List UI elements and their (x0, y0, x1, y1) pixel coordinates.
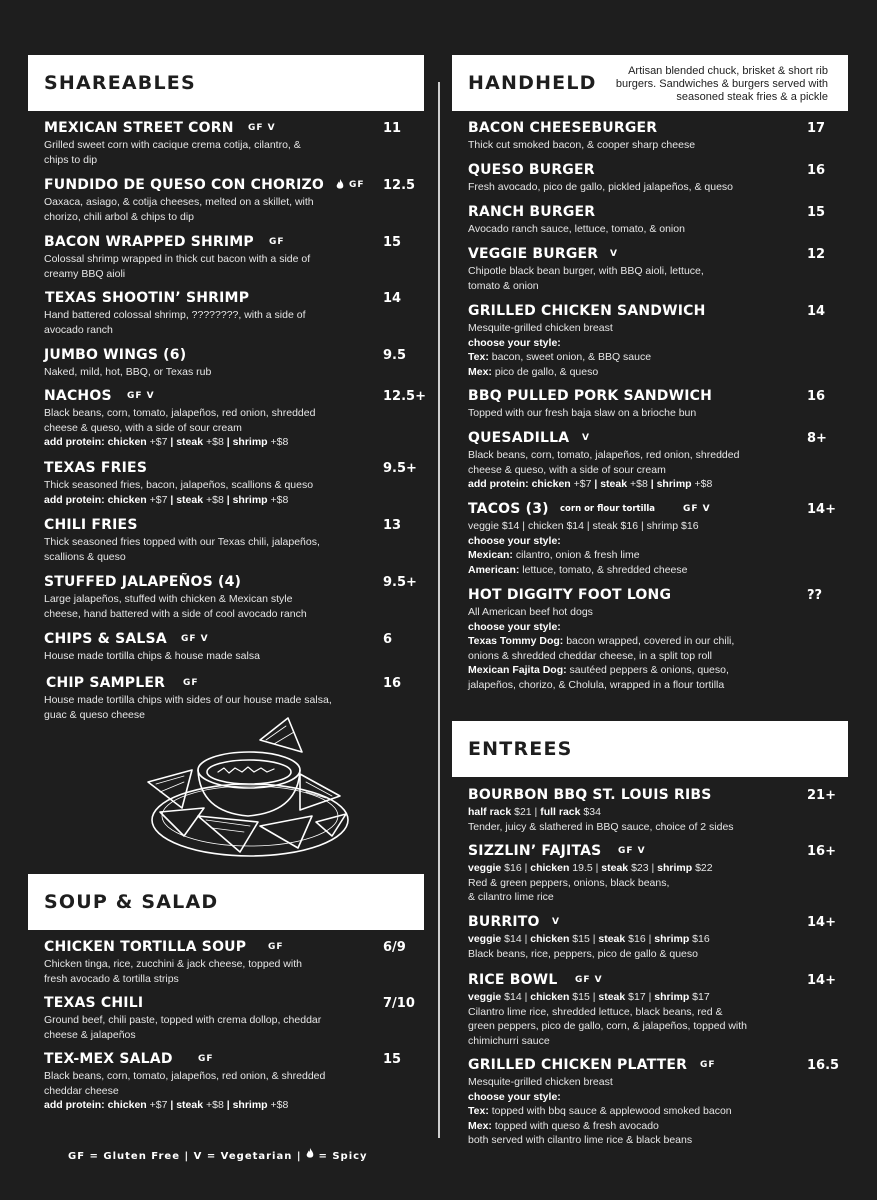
item-name: BBQ PULLED PORK SANDWICH (468, 388, 713, 404)
choose-style-label (468, 1090, 732, 1105)
description-line: Ground beef, chili paste, topped with crema dollop, cheddar (44, 1014, 322, 1026)
description-line: Black beans, corn, tomato, jalapeños, red onion, shredded (44, 407, 316, 419)
description-line: Thick cut smoked bacon, & cooper sharp cheese (468, 139, 696, 151)
item-price: 16 (383, 676, 402, 691)
dietary-tags: V (610, 249, 618, 259)
item-price: 14+ (807, 973, 836, 988)
style-label: choose your style: (468, 534, 561, 547)
separator: | (650, 478, 657, 490)
item-description (468, 861, 713, 905)
description-line: cheese & jalapeños (44, 1028, 136, 1041)
entrees-title: ENTREES (468, 738, 573, 760)
add-protein-label: add protein: (44, 493, 108, 506)
item-name: HOT DIGGITY FOOT LONG (468, 587, 672, 603)
column-divider (438, 82, 440, 1138)
option-name: veggie (468, 991, 502, 1003)
item-name: NACHOS (44, 388, 112, 404)
option-name: shrimp (654, 991, 690, 1003)
separator: | (594, 478, 601, 490)
item-price: 21+ (807, 788, 836, 803)
style-option: onions & shredded cheddar cheese, in a split top roll (468, 649, 712, 662)
item-description (468, 1075, 732, 1148)
item-price: 12 (807, 247, 826, 262)
flame-icon (306, 1148, 314, 1159)
option-name: steak (598, 991, 626, 1003)
item-price: 12.5+ (383, 389, 426, 404)
dietary-tags: V (582, 433, 590, 443)
item-price: 16.5 (807, 1058, 840, 1073)
item-name: STUFFED JALAPEÑOS (4) (44, 574, 242, 590)
price-options: veggie $14 | chicken $15 | steak $17 | shrimp $17 (468, 991, 710, 1003)
style-name: Texas Tommy Dog: (468, 635, 564, 647)
dietary-tags: GF V (683, 504, 711, 514)
item-price: 15 (383, 235, 402, 250)
dietary-tags: GF (268, 942, 284, 952)
protein-option: shrimp (656, 478, 692, 490)
protein-option: steak (176, 1099, 204, 1111)
description-line: scallions & queso (44, 550, 126, 563)
add-protein-label: add protein: (44, 436, 108, 448)
dietary-tags: GF (183, 678, 199, 688)
style-option: American: lettuce, tomato, & shredded cheese (468, 563, 688, 576)
description-line: Black beans, corn, tomato, jalapeños, red onion, shredded (468, 449, 740, 461)
item-description (468, 605, 734, 692)
item-price: 11 (383, 121, 402, 136)
protein-option: steak (176, 436, 204, 448)
description-line: veggie $14 | chicken $14 | steak $16 | shrimp $16 (468, 520, 699, 532)
style-name: Mexican: (468, 549, 513, 561)
item-description (44, 535, 320, 564)
dietary-tags: GF (198, 1054, 214, 1064)
item-price: 9.5+ (383, 461, 417, 476)
dietary-tags: GF V (181, 634, 209, 644)
description-line: Naked, mild, hot, BBQ, or Texas rub (44, 366, 212, 378)
add-protein-line: add protein: chicken +$7 | steak +$8 | shrimp +$8 (44, 1099, 289, 1111)
item-price: 16+ (807, 844, 836, 859)
description-line: Fresh avocado, pico de gallo, pickled jalapeños, & queso (468, 181, 734, 193)
item-name: QUESADILLA (468, 430, 570, 446)
description-line: guac & queso cheese (44, 708, 145, 721)
add-protein-label: add protein: (468, 478, 532, 490)
item-price: 15 (383, 1052, 402, 1067)
style-option: Tex: bacon, sweet onion, & BBQ sauce (468, 351, 652, 363)
style-option: Mex: topped with queso & fresh avocado (468, 1119, 659, 1132)
description-line: Red & green peppers, onions, black beans, (468, 876, 670, 889)
item-description (44, 1013, 321, 1042)
item-description (468, 264, 704, 293)
style-option: Texas Tommy Dog: bacon wrapped, covered in our chili, (468, 635, 735, 647)
option-name: half rack (468, 806, 512, 818)
item-description (44, 365, 211, 380)
separator: | (170, 436, 177, 448)
description-line: House made tortilla chips & house made salsa (44, 650, 260, 662)
protein-option: chicken (107, 493, 147, 506)
description-line: cheddar cheese (44, 1084, 119, 1097)
description-line: Large jalapeños, stuffed with chicken & Mexican style (44, 593, 293, 605)
item-name: TEXAS CHILI (44, 995, 144, 1011)
description-line: chorizo, chili arbol & chips to dip (44, 210, 194, 223)
option-name: chicken (530, 862, 570, 874)
item-name: TEX-MEX SALAD (44, 1051, 173, 1067)
dietary-tags: GF (700, 1060, 716, 1070)
item-price: 9.5+ (383, 575, 417, 590)
description-line: Cilantro lime rice, shredded lettuce, black beans, red & (468, 1005, 723, 1018)
description-line: Topped with our fresh baja slaw on a brioche bun (468, 407, 697, 419)
description-line: Mesquite-grilled chicken breast (468, 1076, 613, 1088)
flame-icon (336, 179, 344, 190)
item-name: BOURBON BBQ ST. LOUIS RIBS (468, 787, 712, 803)
dietary-tags: GF V (248, 123, 276, 133)
item-price: 13 (383, 518, 402, 533)
description-line: Mesquite-grilled chicken breast (468, 322, 613, 334)
item-price: 17 (807, 121, 826, 136)
item-name: CHIPS & SALSA (44, 631, 167, 647)
protein-option: steak (176, 493, 204, 506)
protein-option: chicken (531, 478, 571, 490)
style-option: Mexican Fajita Dog: sautéed peppers & onions, queso, (468, 664, 729, 676)
item-description (44, 138, 301, 167)
option-name: steak (601, 862, 629, 874)
choose-style-label (468, 534, 699, 549)
description-line: chimichurri sauce (468, 1034, 550, 1047)
description-line: tomato & onion (468, 279, 539, 292)
style-name: American: (468, 563, 520, 576)
item-description (468, 222, 685, 237)
dietary-tags: GF (349, 180, 365, 190)
add-protein-line: add protein: chicken +$7 | steak +$8 | shrimp +$8 (468, 478, 713, 490)
dietary-tags: V (552, 917, 560, 927)
chips-and-dip-illustration (140, 712, 355, 862)
style-name: Tex: (468, 1105, 489, 1117)
item-name: BURRITO (468, 914, 540, 930)
item-name: CHICKEN TORTILLA SOUP (44, 939, 247, 955)
item-description (468, 932, 710, 961)
item-price: 9.5 (383, 348, 407, 363)
item-description (44, 406, 315, 450)
style-option: jalapeños, chorizo, & Cholula, wrapped in a flour tortilla (468, 678, 725, 691)
item-price: 16 (807, 389, 826, 404)
description-line: cheese & queso, with a side of sour cream (44, 421, 242, 434)
description-line: Colossal shrimp wrapped in thick cut bacon with a side of (44, 253, 311, 265)
price-options: half rack $21 | full rack $34 (468, 806, 601, 818)
dietary-tags: GF V (618, 846, 646, 856)
item-name: TACOS (3) (468, 501, 549, 517)
item-name: GRILLED CHICKEN PLATTER (468, 1057, 688, 1073)
choose-style-label (468, 336, 651, 351)
item-description (44, 252, 310, 281)
option-name: veggie (468, 862, 502, 874)
separator: | (226, 1099, 233, 1111)
protein-option: chicken (107, 436, 147, 448)
item-description (468, 519, 699, 577)
item-price: 7/10 (383, 996, 415, 1011)
description-line: Oaxaca, asiago, & cotija cheeses, melted on a skillet, with (44, 196, 314, 208)
legend-text: GF = Gluten Free | V = Vegetarian | (68, 1151, 302, 1162)
protein-option: steak (600, 478, 628, 490)
item-price: 14 (807, 304, 826, 319)
dietary-tags: GF (269, 237, 285, 247)
description-line: cheese, hand battered with a side of cool avocado ranch (44, 607, 307, 620)
option-name: shrimp (657, 862, 693, 874)
item-description (468, 805, 734, 834)
add-protein-label: add protein: (44, 1099, 108, 1111)
item-name: CHILI FRIES (44, 517, 138, 533)
protein-option: shrimp (232, 1099, 268, 1111)
item-price: 16 (807, 163, 826, 178)
item-name: JUMBO WINGS (6) (44, 347, 187, 363)
item-price: 8+ (807, 431, 827, 446)
item-name: QUESO BURGER (468, 162, 595, 178)
item-price: 14+ (807, 915, 836, 930)
protein-option: shrimp (232, 436, 268, 448)
separator: | (226, 436, 233, 448)
item-price: 14+ (807, 502, 836, 517)
description-line: Thick seasoned fries topped with our Texas chili, jalapeños, (44, 536, 320, 548)
handheld-title: HANDHELD (468, 72, 597, 94)
option-name: veggie (468, 933, 502, 945)
style-label: choose your style: (468, 620, 561, 633)
protein-option: chicken (107, 1099, 147, 1111)
item-description (44, 308, 306, 337)
option-name: shrimp (654, 933, 690, 945)
item-name: CHIP SAMPLER (46, 675, 166, 691)
item-name: RANCH BURGER (468, 204, 596, 220)
legend (68, 1148, 368, 1162)
item-price: 14 (383, 291, 402, 306)
item-description (468, 321, 651, 379)
item-description (44, 649, 260, 664)
item-description (468, 990, 747, 1048)
item-name: MEXICAN STREET CORN (44, 120, 234, 136)
legend-spicy-text: = Spicy (318, 1151, 368, 1162)
item-description (44, 478, 313, 507)
description-line: Grilled sweet corn with cacique crema cotija, cilantro, & (44, 139, 301, 151)
description-line: & cilantro lime rice (468, 891, 554, 903)
item-name: FUNDIDO DE QUESO CON CHORIZO (44, 177, 324, 193)
description-line: Chicken tinga, rice, zucchini & jack cheese, topped with (44, 958, 302, 970)
item-price: ?? (807, 588, 823, 603)
style-name: Mexican Fajita Dog: (468, 664, 567, 676)
item-name: RICE BOWL (468, 972, 558, 988)
item-description (468, 138, 695, 153)
description-line: fresh avocado & tortilla strips (44, 972, 179, 985)
soup-salad-title: SOUP & SALAD (44, 891, 219, 913)
dietary-tags: GF V (575, 975, 603, 985)
description-line: Tender, juicy & slathered in BBQ sauce, choice of 2 sides (468, 820, 734, 833)
item-description (468, 448, 739, 492)
item-price: 15 (807, 205, 826, 220)
handheld-header (452, 55, 848, 111)
item-name: SIZZLIN’ FAJITAS (468, 843, 602, 859)
item-description (44, 592, 307, 621)
protein-option: shrimp (232, 493, 268, 506)
separator: | (226, 493, 233, 506)
style-label: choose your style: (468, 336, 561, 349)
item-name: TEXAS FRIES (44, 460, 148, 476)
shareables-header (28, 55, 424, 111)
item-name: TEXAS SHOOTIN’ SHRIMP (45, 290, 250, 306)
dietary-tags: GF V (127, 391, 155, 401)
item-subtitle: corn or flour tortilla (560, 504, 656, 514)
item-price: 6 (383, 632, 393, 647)
item-description (44, 957, 302, 986)
item-price: 6/9 (383, 940, 406, 955)
option-name: full rack (540, 806, 581, 818)
price-options: veggie $16 | chicken 19.5 | steak $23 | shrimp $22 (468, 862, 713, 874)
option-name: chicken (530, 933, 570, 945)
handheld-description: Artisan blended chuck, brisket & short rib burgers. Sandwiches & burgers served with seasoned steak fries & a pickle (615, 65, 828, 103)
description-line: green peppers, pico de gallo, corn, & jalapeños, topped with (468, 1020, 748, 1032)
style-name: Tex: (468, 351, 489, 363)
option-name: steak (598, 933, 626, 945)
description-line: cheese & queso, with a side of sour cream (468, 463, 666, 476)
item-name: BACON WRAPPED SHRIMP (44, 234, 254, 250)
shareables-title: SHAREABLES (44, 72, 196, 94)
style-name: Mex: (468, 1119, 492, 1132)
description-line: House made tortilla chips with sides of our house made salsa, (44, 694, 332, 706)
choose-style-label (468, 620, 734, 635)
description-line: Chipotle black bean burger, with BBQ aioli, lettuce, (468, 265, 704, 277)
description-line: Avocado ranch sauce, lettuce, tomato, & onion (468, 223, 685, 235)
add-protein-line: add protein: chicken +$7 | steak +$8 | shrimp +$8 (44, 436, 289, 448)
add-protein-line: add protein: chicken +$7 | steak +$8 | shrimp +$8 (44, 493, 289, 506)
style-label: choose your style: (468, 1090, 561, 1103)
price-options: veggie $14 | chicken $15 | steak $16 | shrimp $16 (468, 933, 710, 945)
item-description (44, 195, 314, 224)
style-option: Mexican: cilantro, onion & fresh lime (468, 549, 640, 561)
description-line: avocado ranch (44, 323, 113, 336)
description-line: Thick seasoned fries, bacon, jalapeños, scallions & queso (44, 479, 314, 491)
style-option: Tex: topped with bbq sauce & applewood smoked bacon (468, 1105, 732, 1117)
style-option: both served with cilantro lime rice & black beans (468, 1134, 693, 1146)
entrees-header (452, 721, 848, 777)
description-line: Black beans, rice, peppers, pico de gallo & queso (468, 947, 698, 960)
item-price: 12.5 (383, 178, 416, 193)
description-line: All American beef hot dogs (468, 606, 593, 618)
style-name: Mex: (468, 365, 492, 378)
item-name: BACON CHEESEBURGER (468, 120, 658, 136)
description-line: Hand battered colossal shrimp, ????????, with a side of (44, 309, 306, 321)
description-line: Black beans, corn, tomato, jalapeños, red onion, & shredded (44, 1070, 326, 1082)
separator: | (170, 1099, 177, 1111)
style-option: Mex: pico de gallo, & queso (468, 365, 599, 378)
item-description (44, 1069, 325, 1113)
item-description (468, 180, 733, 195)
option-name: chicken (530, 991, 570, 1003)
description-line: creamy BBQ aioli (44, 267, 126, 280)
item-name: GRILLED CHICKEN SANDWICH (468, 303, 706, 319)
item-description (468, 406, 696, 421)
item-name: VEGGIE BURGER (468, 246, 599, 262)
soup-salad-header (28, 874, 424, 930)
description-line: chips to dip (44, 153, 98, 166)
separator: | (170, 493, 177, 506)
